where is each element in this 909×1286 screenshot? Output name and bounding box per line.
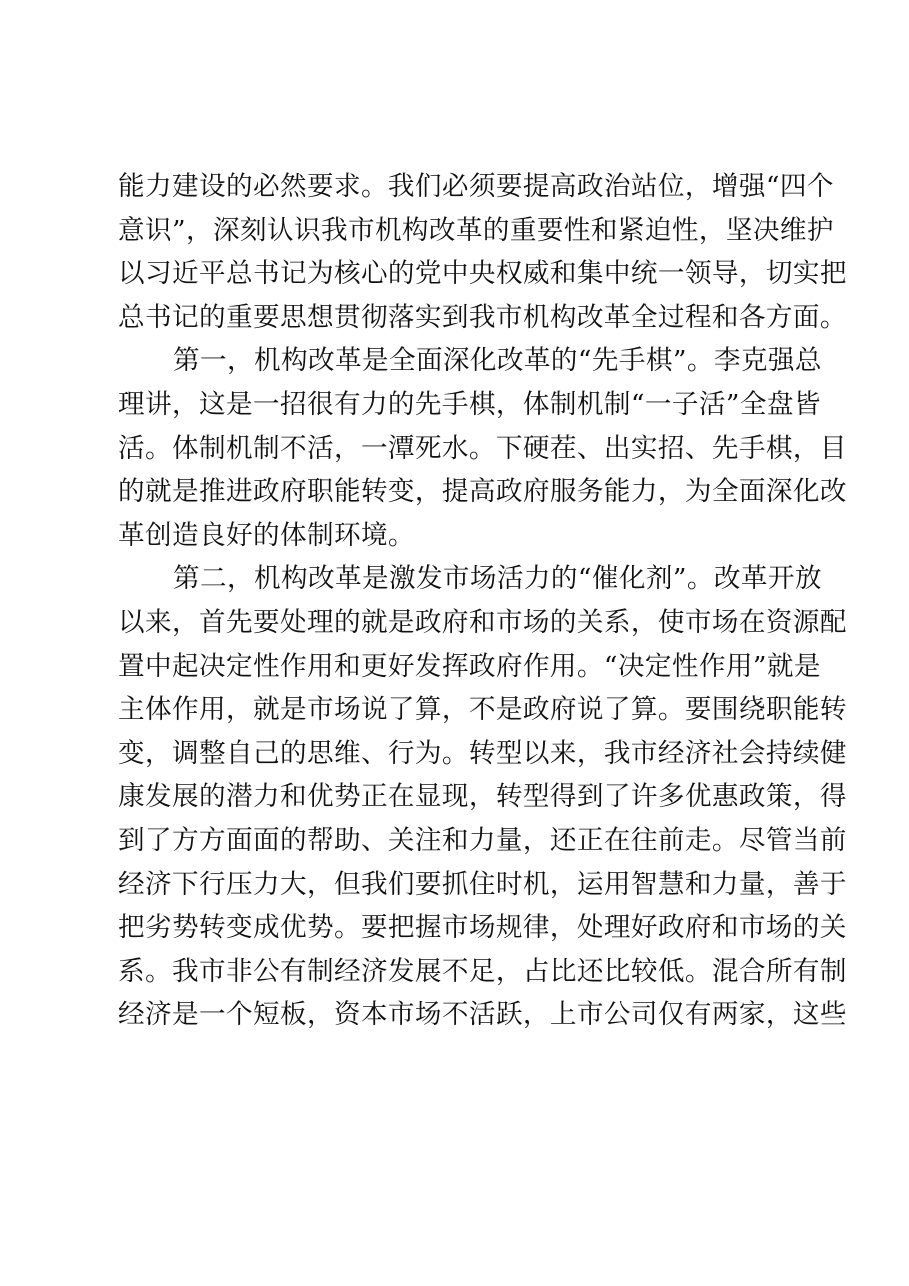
paragraph-2-line-2: 理讲，这是一招很有力的先手棋，体制机制“一子活”全盘皆 <box>118 388 821 420</box>
paragraph-1-line-2: 意识”，深刻认识我市机构改革的重要性和紧迫性，坚决维护 <box>118 214 834 246</box>
paragraph-2-line-3: 活。体制机制不活，一潭死水。下硬茬、出实招、先手棋，目 <box>118 432 847 464</box>
paragraph-2-line-4: 的就是推进政府职能转变，提高政府服务能力，为全面深化改 <box>118 476 847 508</box>
paragraph-1-line-4: 总书记的重要思想贯彻落实到我市机构改革全过程和各方面。 <box>118 301 847 333</box>
paragraph-1-line-1: 能力建设的必然要求。我们必须要提高政治站位，增强“四个 <box>118 171 834 202</box>
paragraph-3-line-10: 系。我市非公有制经济发展不足，占比还比较低。混合所有制 <box>118 955 847 987</box>
paragraph-3-line-6: 康发展的潜力和优势正在显现，转型得到了许多优惠政策，得 <box>118 781 847 813</box>
paragraph-3-line-8: 经济下行压力大，但我们要抓住时机，运用智慧和力量，善于 <box>118 868 847 900</box>
paragraph-1-line-3: 以习近平总书记为核心的党中央权威和集中统一领导，切实把 <box>118 258 847 290</box>
paragraph-3-line-1: 第二，机构改革是激发市场活力的“催化剂”。改革开放 <box>173 563 822 595</box>
paragraph-3-line-7: 到了方方面面的帮助、关注和力量，还正在往前走。尽管当前 <box>118 824 847 856</box>
paragraph-3-line-11: 经济是一个短板，资本市场不活跃，上市公司仅有两家，这些 <box>118 999 847 1031</box>
paragraph-3-line-9: 把劣势转变成优势。要把握市场规律，处理好政府和市场的关 <box>118 912 847 944</box>
paragraph-3-line-2: 以来，首先要处理的就是政府和市场的关系，使市场在资源配 <box>118 606 847 638</box>
paragraph-3-line-4: 主体作用，就是市场说了算，不是政府说了算。要围绕职能转 <box>118 694 847 726</box>
paragraph-2-line-5: 革创造良好的体制环境。 <box>118 519 415 551</box>
paragraph-3-line-3: 置中起决定性作用和更好发挥政府作用。“决定性作用”就是 <box>118 650 821 682</box>
paragraph-2-line-1: 第一，机构改革是全面深化改革的“先手棋”。李克强总 <box>173 345 822 377</box>
document-body <box>118 165 847 1037</box>
paragraph-3-line-5: 变，调整自己的思维、行为。转型以来，我市经济社会持续健 <box>118 737 847 769</box>
